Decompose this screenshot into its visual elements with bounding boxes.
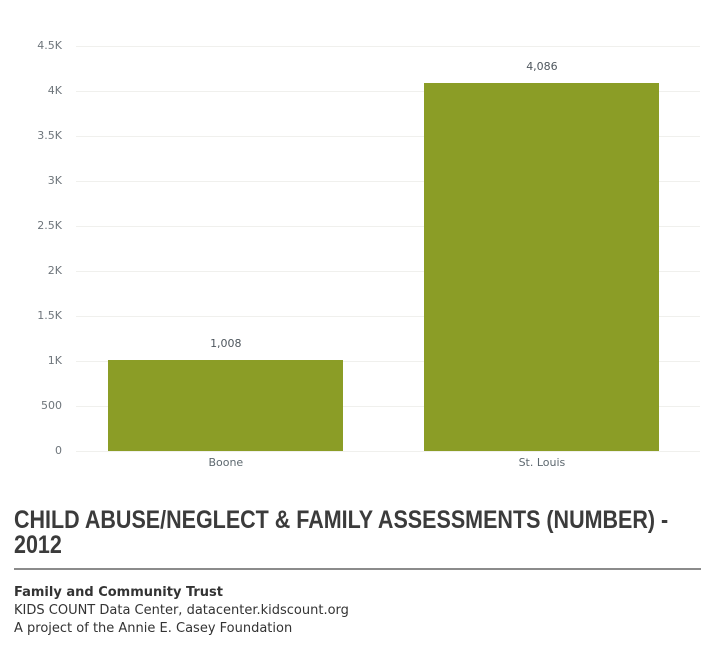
divider xyxy=(14,568,701,570)
footer-project-line: A project of the Annie E. Casey Foundation xyxy=(14,621,293,636)
x-axis-category-label: St. Louis xyxy=(518,456,566,469)
y-axis-tick-label: 1K xyxy=(47,354,62,367)
y-axis-tick-label: 0 xyxy=(55,444,62,457)
y-axis-tick-label: 500 xyxy=(41,399,62,412)
y-axis-tick-label: 2.5K xyxy=(37,219,62,232)
y-axis-tick-label: 1.5K xyxy=(37,309,62,322)
bar-boone[interactable] xyxy=(108,360,343,451)
footer xyxy=(14,584,349,638)
y-axis-tick-label: 4K xyxy=(47,84,62,97)
footer-data-center-line: KIDS COUNT Data Center, datacenter.kidscount.org xyxy=(14,603,349,618)
chart-title: CHILD ABUSE/NEGLECT & FAMILY ASSESSMENTS (NUMBER) - 2012 xyxy=(14,506,669,559)
y-axis-tick-label: 3.5K xyxy=(37,129,62,142)
y-axis-tick-label: 2K xyxy=(47,264,62,277)
gridline xyxy=(76,46,700,47)
y-axis-tick-label: 3K xyxy=(47,174,62,187)
y-axis-tick-label: 4.5K xyxy=(37,39,62,52)
bar-value-label: 4,086 xyxy=(526,60,558,74)
bar-st-louis[interactable] xyxy=(424,83,659,451)
footer-source: Family and Community Trust xyxy=(14,585,224,600)
x-axis-category-label: Boone xyxy=(208,456,244,469)
bar-value-label: 1,008 xyxy=(210,337,242,351)
